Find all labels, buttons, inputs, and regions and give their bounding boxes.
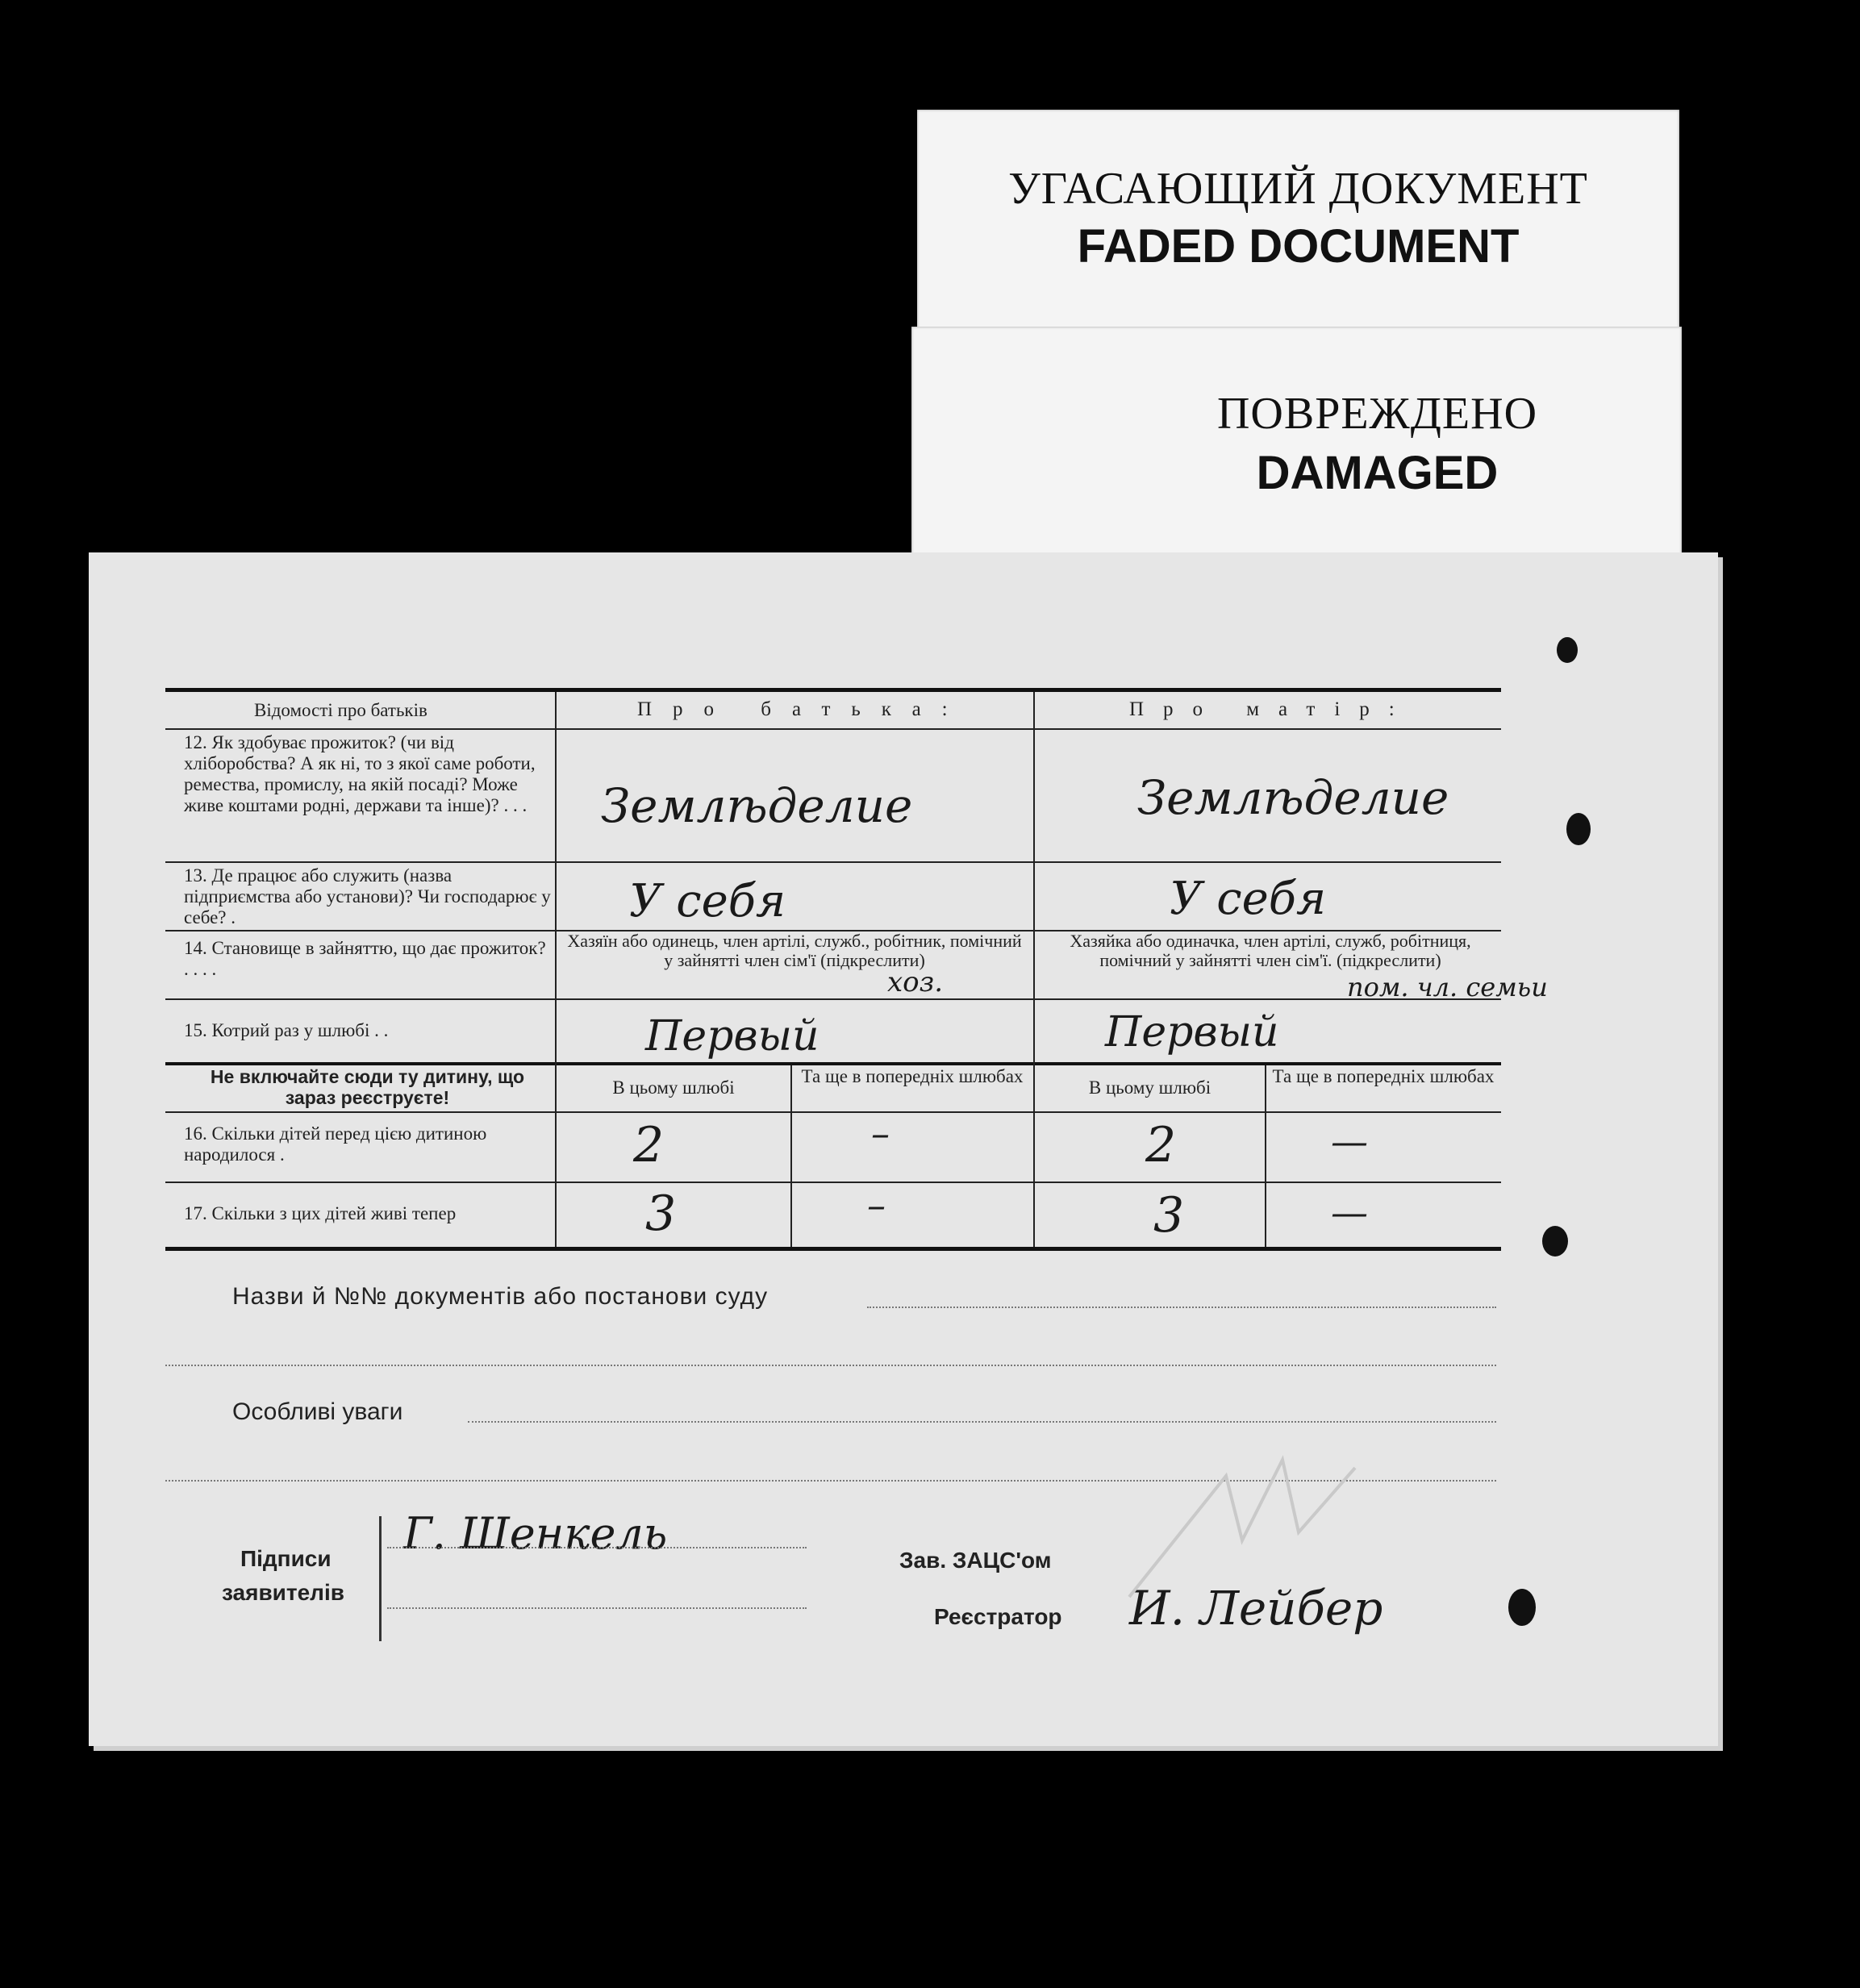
row12-father: Землѣделие	[601, 778, 913, 833]
zags-head-label: Зав. ЗАЦС'ом	[899, 1548, 1052, 1573]
row14-father-options: Хазяїн або одинець, член артілі, служб., робітник, помічний у зайнятті член сім'ї (підкреслити)	[567, 931, 1022, 970]
registrar-signature: И. Лейбер	[1129, 1581, 1383, 1636]
documents-line	[867, 1307, 1496, 1308]
row16-c: 2	[1145, 1117, 1177, 1173]
row14-father-hand: хоз.	[887, 966, 943, 998]
faint-stamp-mark	[1113, 1444, 1371, 1605]
notes-label: Особливі уваги	[232, 1398, 403, 1425]
signatures-label: Підписи	[240, 1546, 332, 1571]
header-father: Про батька:	[637, 698, 969, 720]
header-parents-info: Відомості про батьків	[254, 700, 427, 720]
documents-label: Назви й №№ документів або постанови суду	[232, 1283, 769, 1310]
row16-a: 2	[633, 1117, 665, 1173]
damaged-label-en: DAMAGED	[1256, 447, 1499, 499]
row15-mother: Первый	[1105, 1008, 1279, 1057]
punch-hole	[1566, 813, 1591, 845]
notes-line	[468, 1421, 1496, 1423]
row14-label: 14. Становище в зайняттю, що дає прожиток? . . . .	[184, 938, 546, 979]
punch-hole	[1557, 637, 1578, 663]
row15-label: 15. Котрий раз у шлюбі . .	[184, 1020, 389, 1040]
faded-document-label	[917, 110, 1679, 344]
signature-line-1	[387, 1547, 807, 1548]
row12-label: 12. Як здобуває прожиток? (чи від хліборобства? А як ні, то з якої саме роботи, ремества, промислу, на якій посаді? Може живе коштами родні, держави та інше)? . . .	[184, 732, 536, 815]
damaged-document-label	[911, 327, 1682, 561]
subhdr-father-prev: Та ще в попередніх шлюбах	[801, 1066, 1024, 1086]
row17-d: —	[1331, 1190, 1368, 1234]
row13-label: 13. Де працює або служить (назва підприємства або установи)? Чи господарює у себе? .	[184, 865, 551, 927]
table-top-rule	[165, 688, 1501, 692]
row14-mother-options: Хазяйка або одиначка, член артілі, служб, робітниця, помічний у зайнятті член сім'ї. (підкреслити)	[1070, 931, 1471, 970]
row16-b: –	[871, 1111, 890, 1155]
faded-label-en: FADED DOCUMENT	[1077, 220, 1520, 273]
row17-b: –	[867, 1183, 886, 1227]
table-bottom-rule	[165, 1247, 1501, 1251]
row12-mother: Землѣделие	[1137, 770, 1449, 825]
row15-father: Первый	[645, 1012, 819, 1061]
signature-line-2	[387, 1607, 807, 1609]
row13-father: У себя	[629, 875, 786, 927]
damaged-label-ru: ПОВРЕЖДЕНО	[1216, 389, 1538, 439]
row14-mother-hand: пом. чл. семьи	[1347, 972, 1548, 1002]
subhdr-mother-prev: Та ще в попередніх шлюбах	[1272, 1066, 1495, 1086]
signature-brace	[379, 1516, 382, 1641]
faded-label-ru: УГАСАЮЩИЙ ДОКУМЕНТ	[1008, 164, 1588, 214]
row17-label: 17. Скільки з цих дітей живі тепер	[184, 1203, 457, 1223]
subhdr-father-this: В цьому шлюбі	[612, 1077, 735, 1098]
subhdr-mother-this: В цьому шлюбі	[1088, 1077, 1212, 1098]
row13-mother: У себя	[1170, 873, 1327, 925]
registrar-label: Реєстратор	[934, 1604, 1062, 1629]
row17-a: 3	[645, 1186, 677, 1242]
row16-d: —	[1331, 1119, 1368, 1163]
row17-c: 3	[1153, 1187, 1185, 1244]
applicant-signature: Г. Шенкель	[403, 1508, 668, 1559]
header-mother: Про матір:	[1129, 698, 1414, 720]
exclude-child-note: Не включайте сюди ту дитину, що зараз реєструєте!	[210, 1066, 525, 1108]
row16-label: 16. Скільки дітей перед цією дитиною народилося .	[184, 1123, 487, 1165]
applicants-label: заявителів	[222, 1580, 344, 1605]
punch-hole	[1542, 1226, 1568, 1257]
documents-line-2	[165, 1365, 1496, 1366]
punch-hole	[1508, 1589, 1536, 1626]
